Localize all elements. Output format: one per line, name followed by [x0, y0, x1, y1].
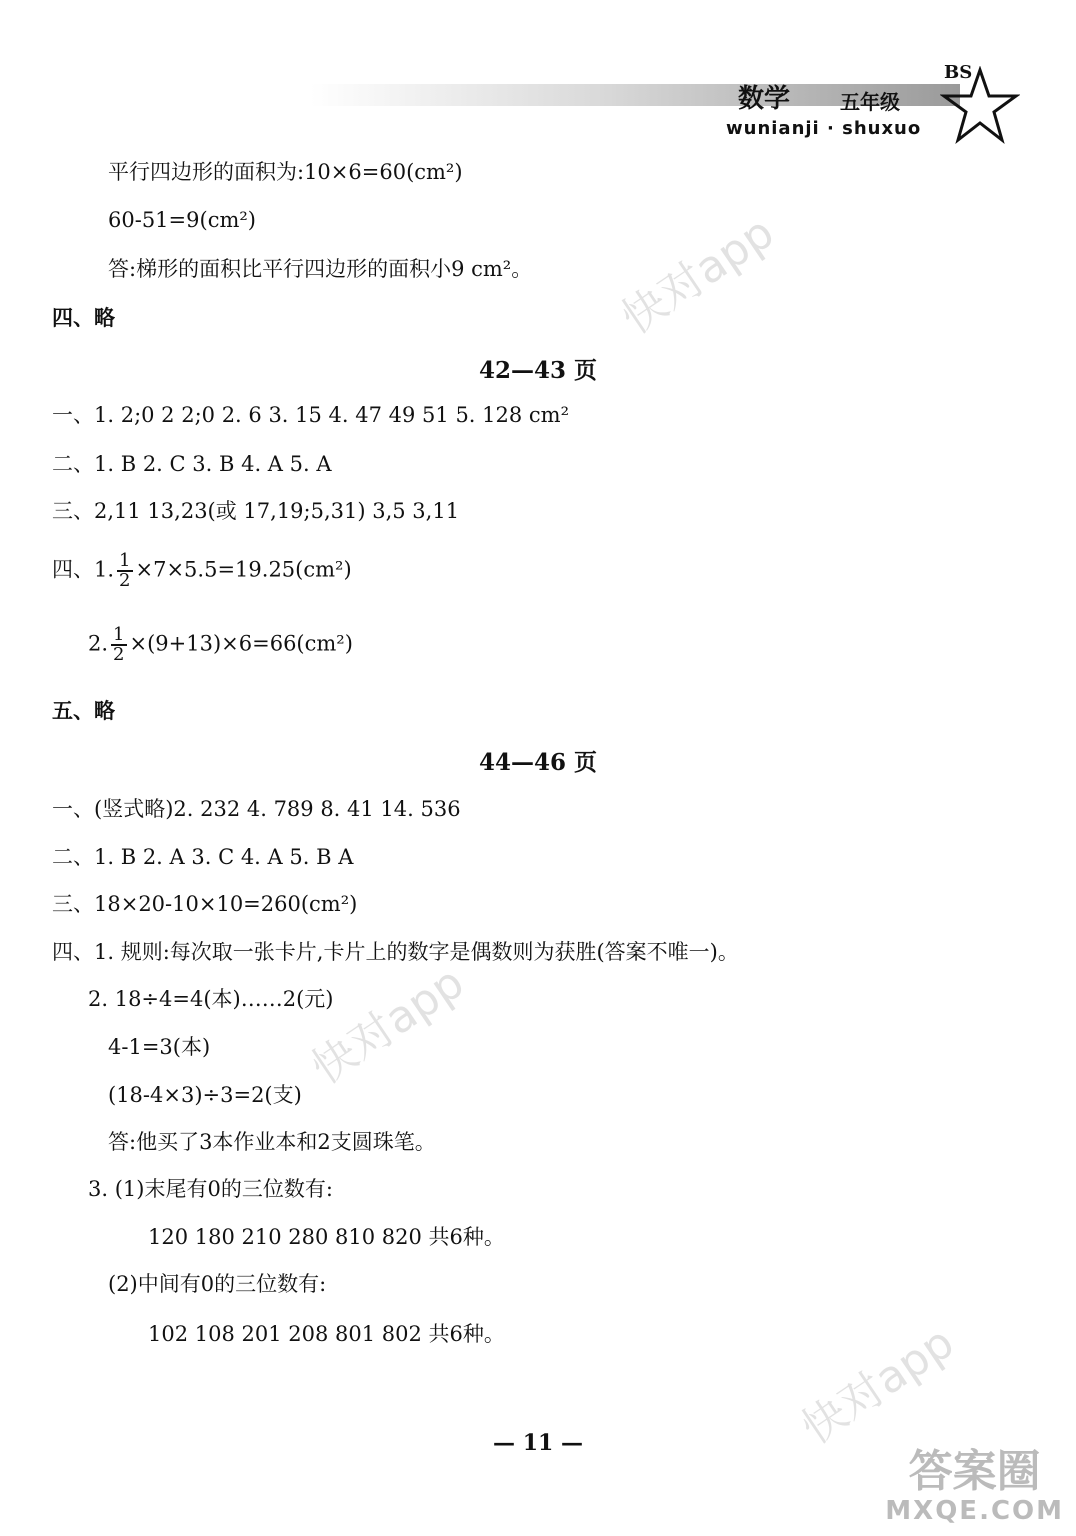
answer-line-fraction: [88, 626, 353, 664]
answer-line: 2. 18÷4=4(本)……2(元): [88, 987, 334, 1011]
section-heading: 42—43 页: [478, 357, 598, 384]
answer-line: 102 108 201 208 801 802 共6种。: [148, 1322, 505, 1346]
header-grade: 五年级: [840, 90, 900, 114]
answer-line: 4-1=3(本): [108, 1035, 211, 1059]
answer-line: 三、18×20-10×10=260(cm²): [52, 892, 358, 916]
answer-line: 五、略: [52, 698, 115, 723]
answer-line-fraction: [52, 552, 352, 590]
watermark: 快对app: [612, 206, 784, 345]
answer-line: 四、1. 规则:每次取一张卡片,卡片上的数字是偶数则为获胜(答案不唯一)。: [52, 940, 739, 964]
header-badge: BS: [944, 62, 973, 83]
answer-line: 一、1. 2;0 2 2;0 2. 6 3. 15 4. 47 49 51 5. 128 cm²: [52, 403, 570, 427]
corner-logo-text: 答案圈: [908, 1446, 1041, 1497]
corner-logo: [885, 1448, 1064, 1526]
expression: ×(9+13)×6=66(cm²): [129, 631, 353, 656]
answer-line: 一、(竖式略)2. 232 4. 789 8. 41 14. 536: [52, 797, 461, 821]
question-number: 四、1.: [52, 557, 115, 582]
answer-line: 答:他买了3本作业本和2支圆珠笔。: [108, 1130, 436, 1154]
header-pinyin: wunianji · shuxuo: [726, 118, 922, 139]
answer-line: 3. (1)末尾有0的三位数有:: [88, 1177, 333, 1201]
answer-line: (18-4×3)÷3=2(支): [108, 1083, 302, 1107]
section-heading: 44—46 页: [478, 749, 598, 776]
page-number: — 11 —: [493, 1430, 583, 1456]
answer-line: 三、2,11 13,23(或 17,19;5,31) 3,5 3,11: [52, 499, 460, 523]
answer-line: 答:梯形的面积比平行四边形的面积小9 cm²。: [108, 257, 533, 281]
watermark: 快对app: [792, 1316, 964, 1455]
header-subject: 数学: [738, 84, 791, 114]
expression: ×7×5.5=19.25(cm²): [135, 557, 352, 582]
answer-line: 四、略: [52, 305, 115, 330]
answer-line: 60-51=9(cm²): [108, 208, 256, 232]
fraction: $\frac{1}{2}$: [119, 550, 131, 591]
answer-line: (2)中间有0的三位数有:: [108, 1272, 327, 1296]
answer-line: 二、1. B 2. A 3. C 4. A 5. B A: [52, 845, 354, 869]
answer-line: 120 180 210 280 810 820 共6种。: [148, 1225, 505, 1249]
watermark: 快对app: [302, 956, 474, 1095]
answer-line: 二、1. B 2. C 3. B 4. A 5. A: [52, 452, 332, 476]
question-number: 2.: [88, 631, 109, 656]
corner-logo-url: MXQE.COM: [885, 1496, 1064, 1526]
answer-line: 平行四边形的面积为:10×6=60(cm²): [108, 160, 463, 184]
fraction: $\frac{1}{2}$: [113, 624, 125, 665]
